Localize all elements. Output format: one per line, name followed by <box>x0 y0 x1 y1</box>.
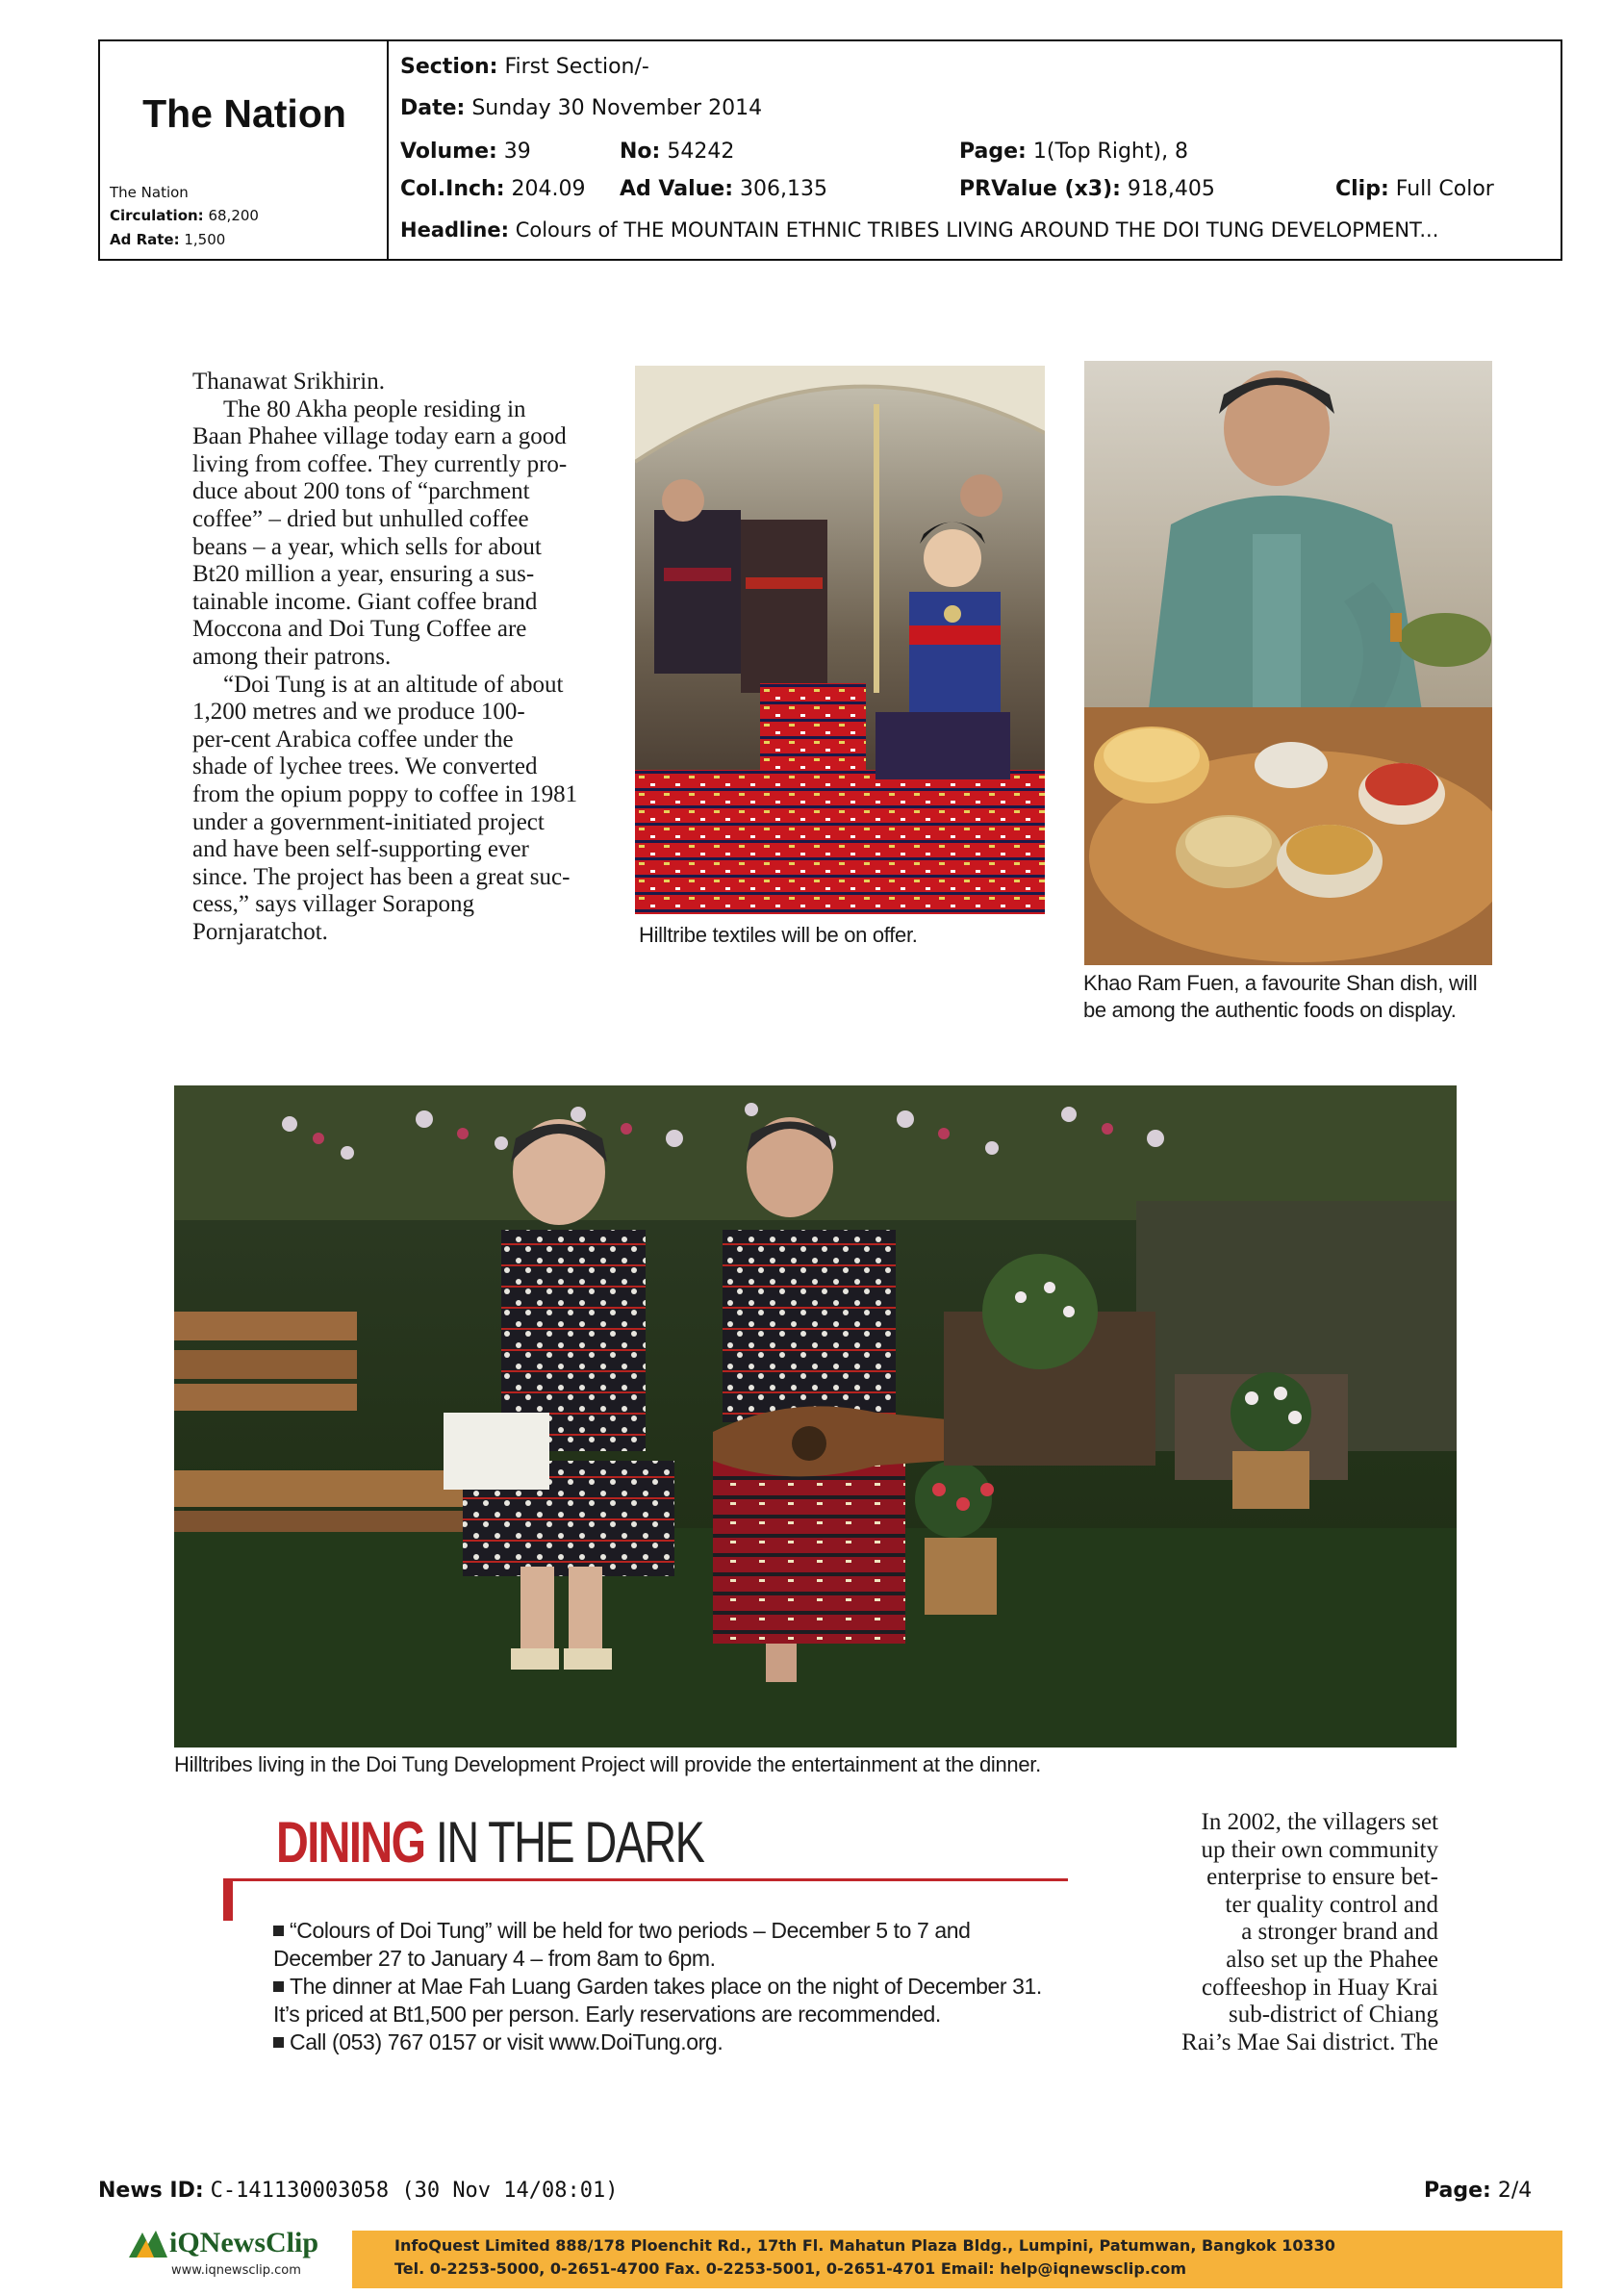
article-column-right <box>1126 1809 1438 2056</box>
page-row <box>959 140 1188 164</box>
article-line: sub-district of Chiang <box>1228 2002 1438 2028</box>
article-line: up their own community <box>1201 1836 1438 1863</box>
article-line: Rai’s Mae Sai district. The <box>1181 2028 1438 2055</box>
article-line: ter quality control and <box>1225 1891 1438 1918</box>
dining-red-bar <box>223 1878 1070 1921</box>
adrate-value: 1,500 <box>184 231 226 248</box>
news-id <box>98 2179 619 2203</box>
dining-bullet-1: “Colours of Doi Tung” will be held for two periods – December 5 to 7 and December 27 to January 4 – from 8am to 6pm. <box>273 1918 971 1971</box>
article-line: The 80 Akha people residing in <box>223 395 526 422</box>
bullet-square-icon <box>273 1926 284 1936</box>
article-line: In 2002, the villagers set <box>1201 1809 1438 1835</box>
dining-title-rest: IN THE DARK <box>424 1810 704 1875</box>
colinch-label: Col.Inch: <box>400 177 505 201</box>
article-line: from the opium poppy to coffee in 1981 <box>192 780 578 807</box>
headline-row <box>400 218 1438 242</box>
section-row <box>400 55 649 79</box>
article-line: since. The project has been a great suc- <box>192 863 571 890</box>
footer-page-value: 2/4 <box>1497 2179 1533 2203</box>
article-line: tainable income. Giant coffee brand <box>192 588 538 615</box>
dining-bullet-2: The dinner at Mae Fah Luang Garden takes place on the night of December 31. It’s priced at Bt1,500 per person. Early reservations are recommended. <box>273 1974 1042 2027</box>
textiles-photo <box>635 366 1045 914</box>
article-line: duce about 200 tons of “parchment <box>192 478 530 505</box>
caption-textiles: Hilltribe textiles will be on offer. <box>639 923 918 947</box>
header-left-panel <box>100 41 389 259</box>
headline-label: Headline: <box>400 218 510 242</box>
article-line: also set up the Phahee <box>1226 1946 1438 1973</box>
bullet-square-icon <box>273 2037 284 2048</box>
newspaper-name: The Nation <box>142 91 346 136</box>
hilltribes-photo <box>174 1085 1457 1748</box>
article-line: Pornjaratchot. <box>192 918 328 945</box>
article-line: a stronger brand and <box>1241 1919 1438 1946</box>
advalue-row <box>620 177 827 201</box>
article-line: Moccona and Doi Tung Coffee are <box>192 616 527 643</box>
prvalue-label: PRValue (x3): <box>959 177 1121 201</box>
dining-title-red: DINING <box>276 1810 425 1875</box>
dining-bullet-3: Call (053) 767 0157 or visit www.DoiTung.org. <box>273 2028 1062 2056</box>
volume-label: Volume: <box>400 140 497 164</box>
iqnewsclip-logo <box>127 2225 348 2283</box>
clip-header <box>98 39 1562 261</box>
clip-label: Clip: <box>1335 177 1389 201</box>
logo-url: www.iqnewsclip.com <box>171 2263 301 2278</box>
headline-value: Colours of THE MOUNTAIN ETHNIC TRIBES LIVING AROUND THE DOI TUNG DEVELOPMENT... <box>515 218 1439 242</box>
footer-page-label: Page: <box>1424 2179 1491 2203</box>
date-value: Sunday 30 November 2014 <box>471 96 763 120</box>
dining-in-the-dark-box <box>223 1809 1070 2059</box>
article-line: Thanawat Srikhirin. <box>192 369 385 395</box>
section-label: Section: <box>400 55 498 79</box>
article-line: coffeeshop in Huay Krai <box>1202 1974 1438 2001</box>
volume-value: 39 <box>503 140 531 164</box>
volume-row <box>400 140 531 164</box>
article-line: and have been self-supporting ever <box>192 836 529 863</box>
article-line: coffee” – dried but unhulled coffee <box>192 505 529 532</box>
article-line: shade of lychee trees. We converted <box>192 753 538 780</box>
dining-title <box>276 1809 703 1875</box>
colinch-row <box>400 177 586 201</box>
circulation <box>110 207 259 224</box>
number-label: No: <box>620 140 661 164</box>
contact-line-1: InfoQuest Limited 888/178 Ploenchit Rd., 17th Fl. Mahatun Plaza Bldg., Lumpini, Patumwan, Bangkok 10330 <box>394 2236 1335 2255</box>
number-value: 54242 <box>667 140 735 164</box>
meta-paper-name: The Nation <box>110 184 189 201</box>
article-line: under a government-initiated project <box>192 808 545 835</box>
contact-line-2: Tel. 0-2253-5000, 0-2651-4700 Fax. 0-2253-5001, 0-2651-4701 Email: help@iqnewsclip.com <box>394 2259 1187 2278</box>
bullet-square-icon <box>273 1981 284 1992</box>
article-line: cess,” says villager Sorapong <box>192 891 474 918</box>
caption-food: Khao Ram Fuen, a favourite Shan dish, will be among the authentic foods on display. <box>1083 971 1478 1022</box>
article-line: Bt20 million a year, ensuring a sus- <box>192 561 535 588</box>
prvalue-row <box>959 177 1215 201</box>
article-line: among their patrons. <box>192 643 392 670</box>
dining-bullets <box>273 1917 1062 2056</box>
food-photo <box>1084 361 1492 965</box>
page-label: Page: <box>959 140 1027 164</box>
circulation-value: 68,200 <box>208 207 259 224</box>
logo-text: iQNewsClip <box>169 2227 319 2258</box>
news-id-label: News ID: <box>98 2179 204 2203</box>
article-line: 1,200 metres and we produce 100- <box>192 699 525 726</box>
date-row <box>400 96 762 120</box>
footer-page <box>1424 2179 1532 2203</box>
article-line: Baan Phahee village today earn a good <box>192 423 567 450</box>
section-value: First Section/- <box>504 55 649 79</box>
footer-contact-bar <box>352 2231 1562 2288</box>
article-line: enterprise to ensure bet- <box>1206 1864 1438 1891</box>
adrate-label: Ad Rate: <box>110 231 180 248</box>
news-id-value: C-141130003058 (30 Nov 14/08:01) <box>210 2179 619 2203</box>
advalue-label: Ad Value: <box>620 177 734 201</box>
clip-value: Full Color <box>1395 177 1494 201</box>
article-line: per-cent Arabica coffee under the <box>192 726 514 753</box>
ad-rate <box>110 231 225 248</box>
clip-row <box>1335 177 1494 201</box>
number-row <box>620 140 734 164</box>
circulation-label: Circulation: <box>110 207 204 224</box>
caption-hilltribes: Hilltribes living in the Doi Tung Development Project will provide the entertainment at the dinner. <box>174 1752 1041 1776</box>
advalue-value: 306,135 <box>740 177 828 201</box>
article-line: beans – a year, which sells for about <box>192 533 542 560</box>
article-line: living from coffee. They currently pro- <box>192 450 568 477</box>
article-column-left <box>192 369 596 946</box>
date-label: Date: <box>400 96 466 120</box>
colinch-value: 204.09 <box>511 177 586 201</box>
iqnewsclip-logo-icon <box>127 2229 169 2263</box>
page-value: 1(Top Right), 8 <box>1032 140 1189 164</box>
article-line: “Doi Tung is at an altitude of about <box>223 671 564 698</box>
prvalue-value: 918,405 <box>1127 177 1215 201</box>
